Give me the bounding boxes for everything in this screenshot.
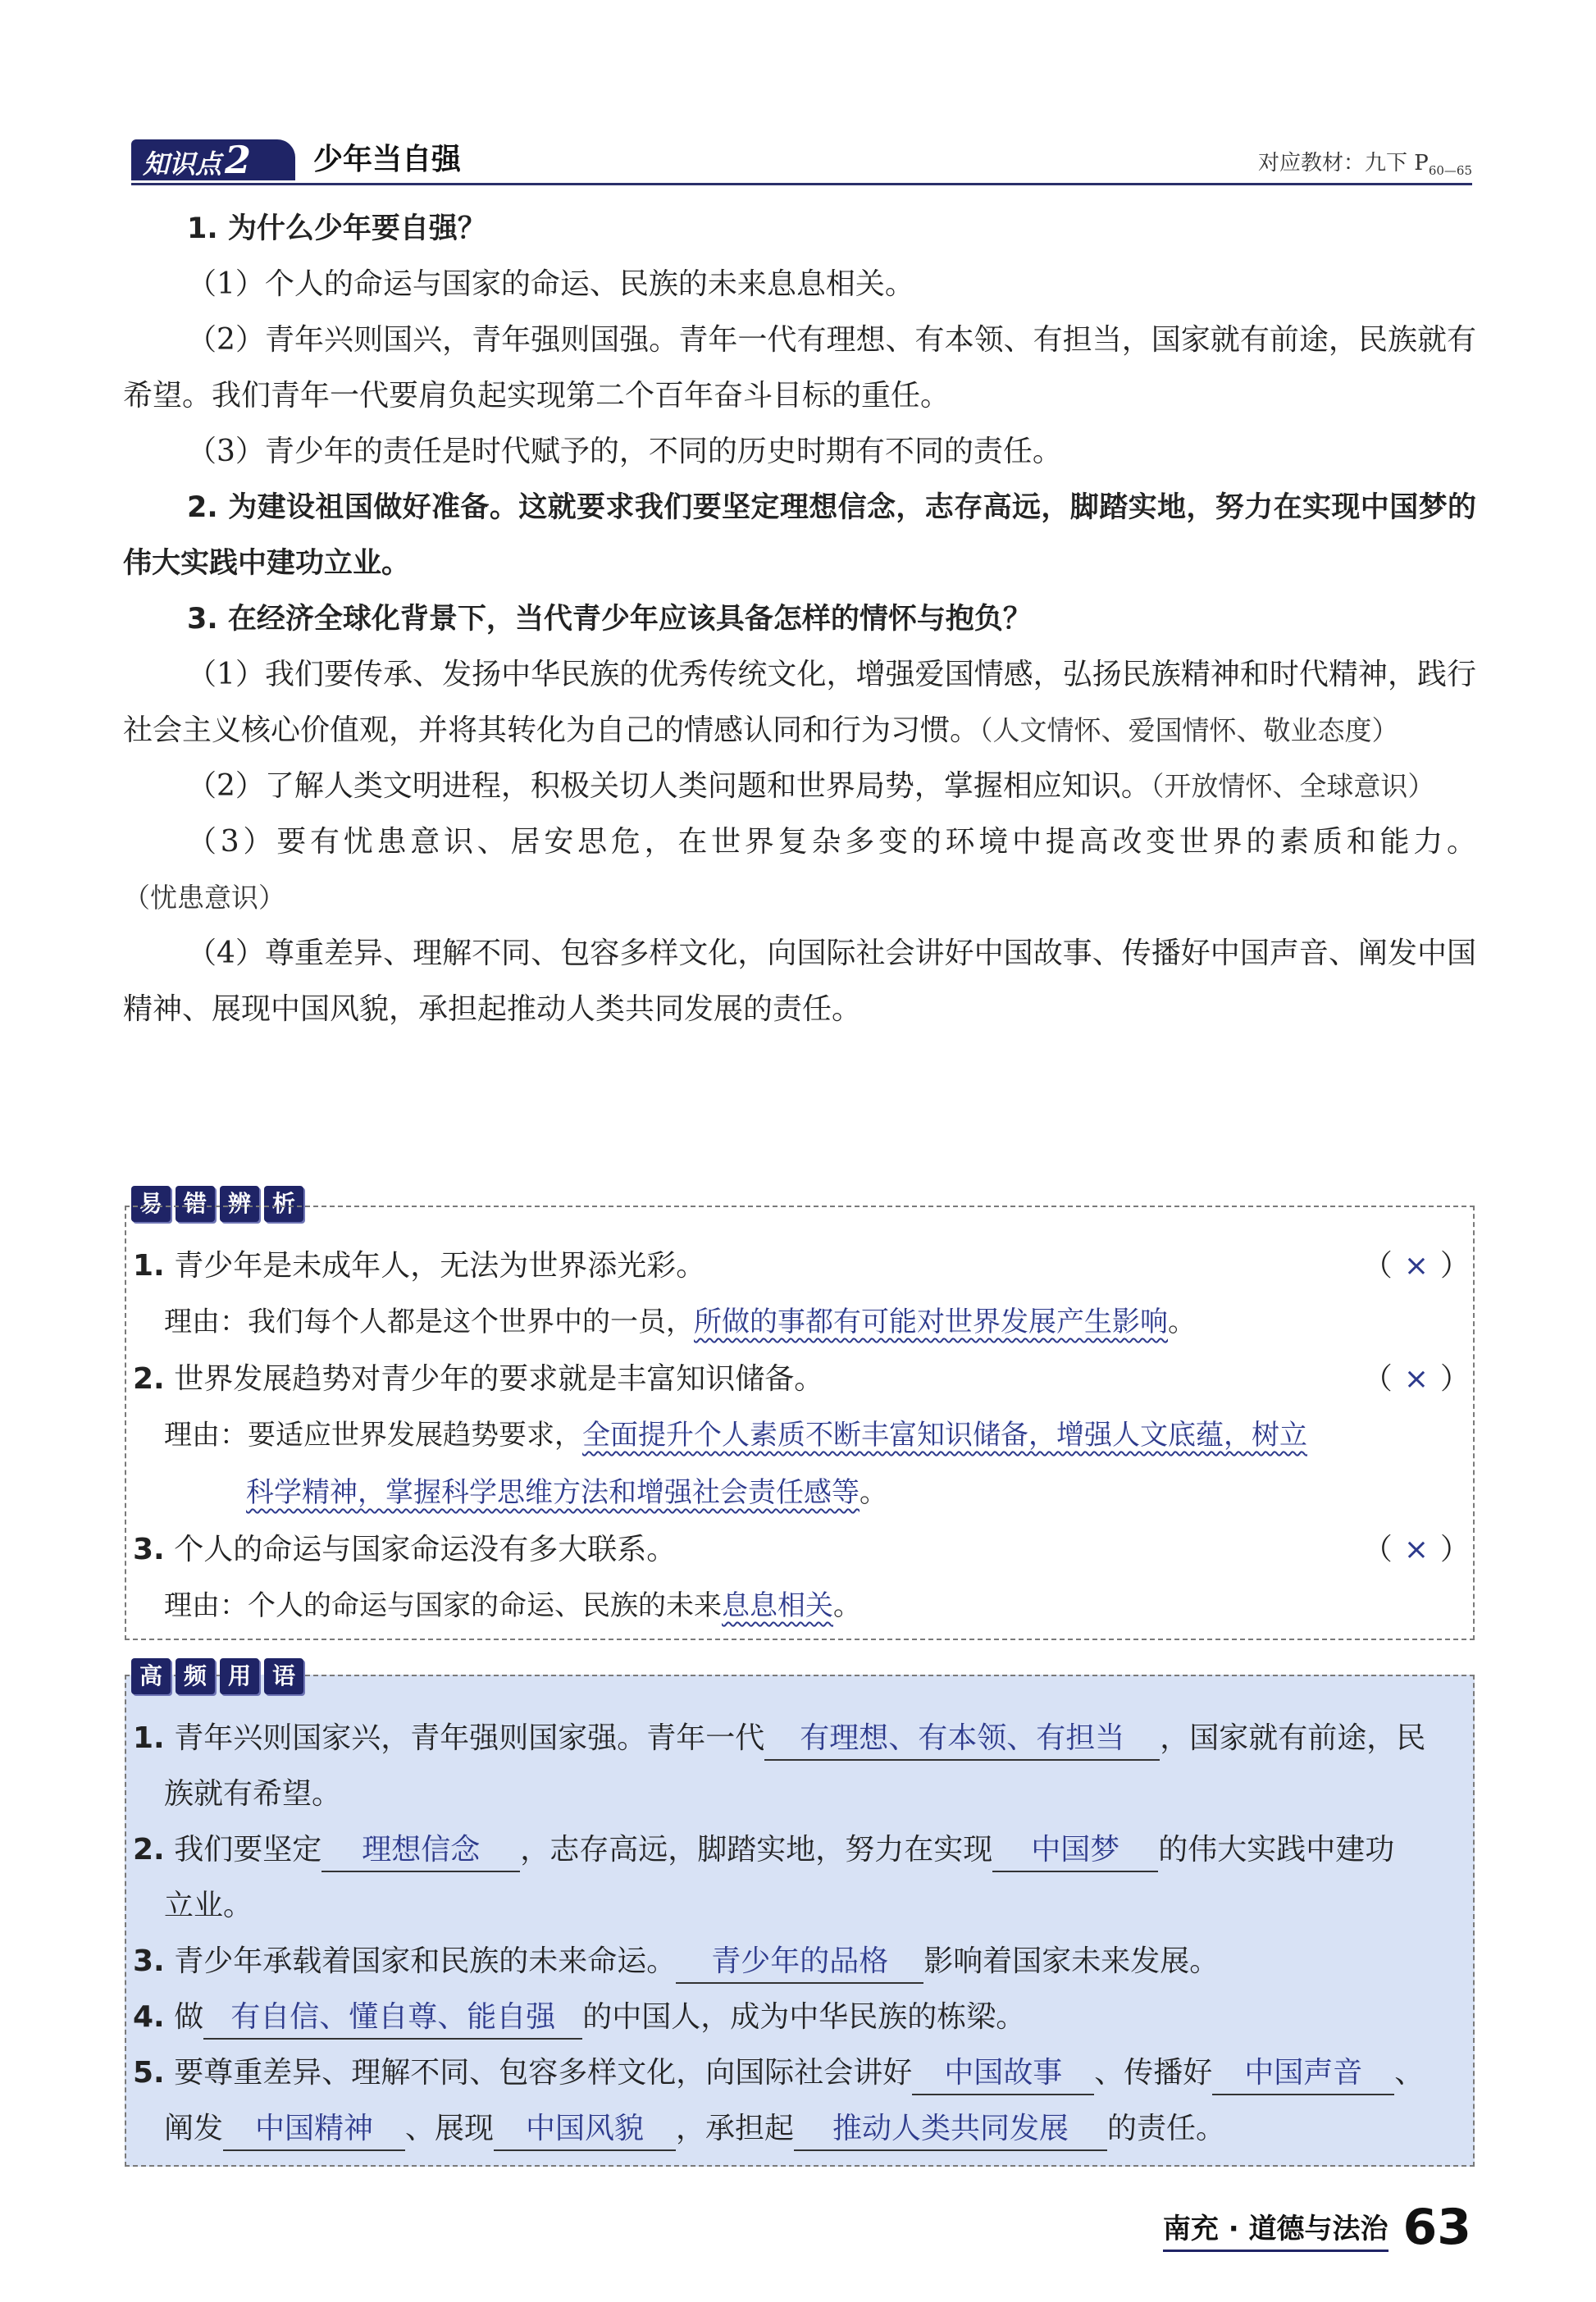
answer-3-2-note: （开放情怀、全球意识） [1150,770,1435,802]
answer-3-3-text: （3）要有忧患意识、居安思危，在世界复杂多变的环境中提高改变世界的素质和能力。 [187,825,1476,859]
filled-blank: 有自信、懂自尊、能自强 [203,1997,582,2040]
question-3: 3. 在经济全球化背景下，当代青少年应该具备怎样的情怀与抱负？ [187,603,1032,636]
answer-1-3: （3）青少年的责任是时代赋予的，不同的历史时期有不同的责任。 [187,435,1062,468]
phrase-text: 的中国人，成为中华民族的栋梁。 [582,2000,1026,2034]
section-header [131,136,1472,185]
answer-3-2-text: （2）了解人类文明进程，积极关切人类问题和世界局势，掌握相应知识。 [187,769,1151,803]
reason-suffix: 。 [833,1589,861,1622]
phrase-text: 做 [174,2000,204,2034]
question-2: 2. 为建设祖国做好准备。这就要求我们要坚定理想信念，志存高远，脚踏实地，努力在实现中国梦的伟大实践中建功立业。 [123,491,1476,580]
reason-suffix: 。 [1168,1306,1196,1338]
item-number: 2. [133,1362,165,1396]
phrase-line-5 [133,2045,1470,2101]
error-item-1 [133,1238,1470,1294]
judgement-mark [1363,1238,1470,1294]
filled-blank: 青少年的品格 [676,1941,923,1984]
answer-3-3 [123,814,1476,926]
filled-blank: 有理想、有本领、有担当 [764,1718,1160,1761]
filled-blank: 中国精神 [223,2108,405,2151]
answer-3-4: （4）尊重差异、理解不同、包容多样文化，向国际社会讲好中国故事、传播好中国声音、阐发中国精神、展现中国风貌，承担起推动人类共同发展的责任。 [123,937,1476,1026]
phrases-tags [131,1658,303,1694]
header-rule [131,183,1472,185]
phrase-text: ，承担起 [676,2112,795,2145]
paren-open: （ [1362,1249,1393,1283]
paren-close: ） [1439,1249,1470,1283]
phrase-text: 的伟大实践中建功 [1158,1833,1395,1867]
paren-close: ） [1439,1362,1470,1396]
phrase-line-4 [133,1990,1470,2045]
answer-3-1 [123,647,1476,759]
textbook-reference [1258,146,1472,178]
section-title: 少年当自强 [313,143,462,176]
phrase-text: 、传播好 [1094,2056,1213,2090]
paren-close: ） [1439,1533,1470,1566]
filled-blank: 中国声音 [1212,2053,1394,2095]
filled-blank: 中国故事 [912,2053,1094,2095]
phrase-line-3 [133,1934,1470,1990]
filled-blank: 推动人类共同发展 [794,2108,1107,2151]
phrase-text: 我们要坚定 [174,1833,322,1867]
answer-3-2 [123,759,1476,814]
error-reason-1 [164,1294,1476,1350]
tag-char: 语 [264,1658,303,1694]
reason-prefix: 理由：要适应世界发展趋势要求， [164,1419,582,1452]
phrase-line-5-cont [164,2101,1501,2157]
phrase-text: 要尊重差异、理解不同、包容多样文化，向国际社会讲好 [174,2056,913,2090]
reference-pages: 60—65 [1428,163,1472,179]
handwritten-answer: 全面提升个人素质不断丰富知识储备，增强人文底蕴，树立 [582,1419,1307,1452]
cross-mark-icon: × [1403,1249,1429,1283]
answer-3-1-note: （人文情怀、爱国情怀、敬业态度） [979,714,1399,746]
item-number: 3. [133,1533,165,1566]
reason-prefix: 理由：个人的命运与国家的命运、民族的未来 [164,1589,722,1622]
knowledge-point-badge [131,139,295,180]
phrase-text: 立业。 [164,1889,253,1922]
phrase-text: 、 [1394,2056,1425,2090]
filled-blank: 理想信念 [321,1830,520,1872]
filled-blank: 中国风貌 [494,2108,676,2151]
error-reason-2 [164,1407,1476,1463]
judgement-mark [1363,1352,1470,1407]
phrase-text: 族就有希望。 [164,1777,342,1811]
badge-number: 2 [225,138,252,182]
page-footer [1162,2199,1471,2256]
answer-1-2: （2）青年兴则国兴，青年强则国强。青年一代有理想、有本领、有担当，国家就有前途，民族就有希望。我们青年一代要肩负起实现第二个百年奋斗目标的重任。 [123,323,1476,413]
question-1: 1. 为什么少年要自强？ [187,212,486,245]
phrase-text: 青年兴则国家兴，青年强则国家强。青年一代 [174,1721,765,1755]
error-reason-3 [164,1578,1476,1634]
tag-char: 用 [220,1658,259,1694]
item-number: 2. [133,1833,165,1867]
phrase-text: 影响着国家未来发展。 [923,1944,1220,1978]
footer-label: 南充 · 道德与法治 [1163,2206,1389,2252]
phrase-line-2-cont [164,1878,1501,1934]
badge-text: 知识点 [143,148,222,180]
phrase-line-1-cont [164,1766,1501,1822]
item-number: 1. [133,1249,165,1283]
handwritten-answer: 息息相关 [722,1589,833,1622]
error-statement: 青少年是未成年人，无法为世界添光彩。 [174,1249,706,1283]
tag-char: 辨 [220,1186,259,1222]
tag-char: 高 [131,1658,171,1694]
error-statement: 世界发展趋势对青少年的要求就是丰富知识储备。 [174,1362,824,1396]
phrase-text: ，志存高远，脚踏实地，努力在实现 [520,1833,993,1867]
answer-3-1-text: （1）我们要传承、发扬中华民族的优秀传统文化，增强爱国情感，弘扬民族精神和时代精神，践行社会主义核心价值观，并将其转化为自己的情感认同和行为习惯。 [123,658,1476,747]
judgement-mark [1363,1522,1470,1578]
tag-char: 错 [176,1186,215,1222]
handwritten-answer: 科学精神，掌握科学思维方法和增强社会责任感等 [246,1476,860,1509]
paren-open: （ [1362,1362,1393,1396]
error-reason-2-cont [246,1465,1558,1520]
error-item-2 [133,1352,1470,1407]
phrase-line-2 [133,1822,1470,1878]
tag-char: 易 [131,1186,171,1222]
reason-prefix: 理由：我们每个人都是这个世界中的一员， [164,1306,694,1338]
tag-char: 析 [264,1186,303,1222]
handwritten-answer: 所做的事都有可能对世界发展产生影响 [694,1306,1168,1338]
error-statement: 个人的命运与国家命运没有多大联系。 [174,1533,677,1566]
main-content [123,201,1476,1037]
cross-mark-icon: × [1403,1362,1429,1396]
item-number: 1. [133,1721,165,1755]
answer-1-1: （1）个人的命运与国家的命运、民族的未来息息相关。 [187,267,914,301]
item-number: 3. [133,1944,165,1978]
cross-mark-icon: × [1403,1533,1429,1566]
reason-suffix: 。 [860,1476,887,1509]
item-number: 4. [133,2000,165,2034]
tag-char: 频 [176,1658,215,1694]
filled-blank: 中国梦 [992,1830,1158,1872]
reference-prefix: 对应教材：九下 P [1258,151,1429,175]
phrase-line-1 [133,1711,1470,1766]
item-number: 5. [133,2056,165,2090]
phrase-text: 青少年承载着国家和民族的未来命运。 [174,1944,677,1978]
error-item-3 [133,1522,1470,1578]
phrase-text: 阐发 [164,2112,224,2145]
page-number: 63 [1402,2199,1471,2256]
phrase-text: 、展现 [405,2112,495,2145]
phrase-text: ，国家就有前途，民 [1160,1721,1426,1755]
phrase-text: 的责任。 [1107,2112,1226,2145]
paren-open: （ [1362,1533,1393,1566]
answer-3-3-note: （忧患意识） [123,882,285,914]
